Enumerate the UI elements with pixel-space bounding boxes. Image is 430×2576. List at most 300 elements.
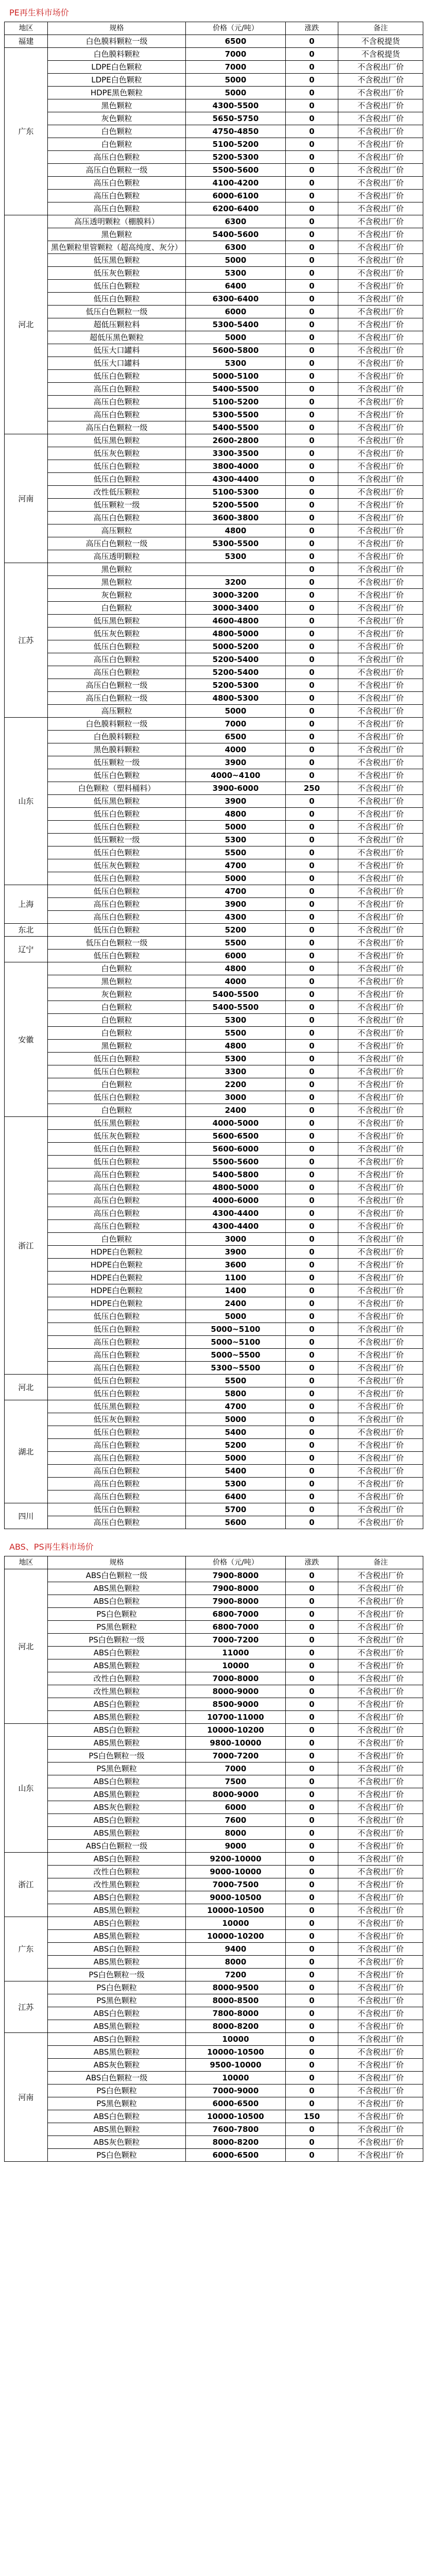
spec-cell: 高压白色颗粒 <box>47 898 185 911</box>
price-cell: 5400-5500 <box>186 988 286 1001</box>
change-cell: 0 <box>285 1272 338 1284</box>
spec-cell: 高压白色颗粒 <box>47 512 185 524</box>
change-cell: 0 <box>285 267 338 280</box>
price-cell: 4600-4800 <box>186 615 286 628</box>
spec-cell: ABS黑色颗粒 <box>47 1904 185 1917</box>
spec-cell: 高压白色颗粒 <box>47 383 185 396</box>
change-cell: 0 <box>285 125 338 138</box>
table-row <box>5 1027 423 1040</box>
note-cell: 不含税出厂价 <box>338 1014 423 1027</box>
note-cell: 不含税出厂价 <box>338 1621 423 1634</box>
spec-cell: ABS白色颗粒 <box>47 1647 185 1659</box>
price-cell: 5300-5400 <box>186 318 286 331</box>
change-cell: 0 <box>285 1490 338 1503</box>
price-cell: 3300-3500 <box>186 447 286 460</box>
table-row <box>5 846 423 859</box>
spec-cell: 低压白色颗粒 <box>47 460 185 473</box>
note-cell: 不含税出厂价 <box>338 293 423 306</box>
note-cell: 不含税出厂价 <box>338 1711 423 1724</box>
change-cell: 0 <box>285 576 338 589</box>
price-cell: 4000 <box>186 743 286 756</box>
table-row <box>5 1001 423 1014</box>
note-cell: 不含税出厂价 <box>338 1904 423 1917</box>
change-cell: 0 <box>285 1659 338 1672</box>
spec-cell: 低压白色颗粒 <box>47 1503 185 1516</box>
note-cell: 不含税出厂价 <box>338 1104 423 1117</box>
price-cell: 5100-5200 <box>186 396 286 409</box>
price-cell: 3200 <box>186 576 286 589</box>
table-row <box>5 898 423 911</box>
price-cell: 5600-6000 <box>186 1143 286 1156</box>
spec-cell: 高压白色颗粒 <box>47 202 185 215</box>
table-row <box>5 447 423 460</box>
table-row <box>5 1181 423 1194</box>
table-row <box>5 2046 423 2059</box>
note-cell: 不含税出厂价 <box>338 1685 423 1698</box>
region-cell: 浙江 <box>5 1853 48 1917</box>
table-row <box>5 924 423 937</box>
note-cell: 不含税出厂价 <box>338 1168 423 1181</box>
change-cell: 0 <box>285 1904 338 1917</box>
price-cell: 5400-5500 <box>186 421 286 434</box>
price-cell: 5300 <box>186 267 286 280</box>
table-row <box>5 705 423 718</box>
change-cell: 0 <box>285 1194 338 1207</box>
table-row <box>5 885 423 898</box>
change-cell: 0 <box>285 1426 338 1439</box>
note-cell: 不含税出厂价 <box>338 1814 423 1827</box>
change-cell: 0 <box>285 1156 338 1168</box>
region-cell: 福建 <box>5 35 48 48</box>
change-cell: 0 <box>285 1207 338 1220</box>
spec-cell: ABS黑色颗粒 <box>47 1659 185 1672</box>
spec-cell: ABS白色颗粒 <box>47 1814 185 1827</box>
change-cell: 0 <box>285 138 338 151</box>
note-cell: 不含税出厂价 <box>338 409 423 421</box>
spec-cell: 高压颗粒 <box>47 524 185 537</box>
spec-cell: ABS黑色颗粒 <box>47 2123 185 2136</box>
price-cell: 7000-8000 <box>186 1672 286 1685</box>
spec-cell: 低压颗粒一级 <box>47 499 185 512</box>
price-cell: 5300-5500 <box>186 409 286 421</box>
price-cell: 3000 <box>186 1091 286 1104</box>
price-cell: 4300-4400 <box>186 1220 286 1233</box>
price-cell: 6800-7000 <box>186 1608 286 1621</box>
price-cell: 5200-5400 <box>186 666 286 679</box>
note-cell: 不含税出厂价 <box>338 1801 423 1814</box>
table-row <box>5 1621 423 1634</box>
table-row <box>5 1762 423 1775</box>
change-cell: 0 <box>285 512 338 524</box>
spec-cell: 改性白色颗粒 <box>47 1866 185 1878</box>
note-cell: 不含税出厂价 <box>338 589 423 602</box>
spec-cell: ABS白色颗粒 <box>47 2033 185 2046</box>
spec-cell: 低压灰色颗粒 <box>47 1413 185 1426</box>
table-row <box>5 950 423 962</box>
table-row <box>5 254 423 267</box>
spec-cell: 低压灰色颗粒 <box>47 447 185 460</box>
spec-cell: 高压白色颗粒 <box>47 1439 185 1452</box>
note-cell: 不含税出厂价 <box>338 1608 423 1621</box>
table-row <box>5 653 423 666</box>
table-row <box>5 99 423 112</box>
price-cell: 9200-10000 <box>186 1853 286 1866</box>
note-cell: 不含税出厂价 <box>338 447 423 460</box>
change-cell: 0 <box>285 859 338 872</box>
region-cell: 上海 <box>5 885 48 924</box>
table-row <box>5 215 423 228</box>
table-row <box>5 177 423 190</box>
spec-cell: HDPE黑色颗粒 <box>47 87 185 99</box>
spec-cell: 低压大口罐料 <box>47 357 185 370</box>
change-cell: 0 <box>285 344 338 357</box>
table-row <box>5 808 423 821</box>
table-row <box>5 1220 423 1233</box>
table-row <box>5 1233 423 1246</box>
change-cell: 0 <box>285 1053 338 1065</box>
change-cell: 0 <box>285 1310 338 1323</box>
change-cell: 0 <box>285 808 338 821</box>
change-cell: 0 <box>285 1866 338 1878</box>
price-cell: 5400-5500 <box>186 1001 286 1014</box>
spec-cell: 低压白色颗粒 <box>47 924 185 937</box>
note-cell: 不含税出厂价 <box>338 2097 423 2110</box>
note-cell: 不含税出厂价 <box>338 898 423 911</box>
table-row <box>5 396 423 409</box>
price-cell: 5000 <box>186 87 286 99</box>
table-row <box>5 421 423 434</box>
change-cell: 0 <box>285 550 338 563</box>
table-row <box>5 1711 423 1724</box>
change-cell: 0 <box>285 164 338 177</box>
price-cell: 10000-10200 <box>186 1724 286 1737</box>
price-cell: 5300~5500 <box>186 1362 286 1375</box>
table-row <box>5 1065 423 1078</box>
spec-cell: PS白色颗粒 <box>47 1981 185 1994</box>
table-row <box>5 1840 423 1853</box>
note-cell: 不含税出厂价 <box>338 61 423 74</box>
spec-cell: 低压大口罐料 <box>47 344 185 357</box>
note-cell: 不含税出厂价 <box>338 99 423 112</box>
price-cell: 5400-5800 <box>186 1168 286 1181</box>
change-cell: 0 <box>285 35 338 48</box>
change-cell: 0 <box>285 911 338 924</box>
table-row <box>5 2033 423 2046</box>
change-cell: 0 <box>285 1801 338 1814</box>
note-cell: 不含税出厂价 <box>338 640 423 653</box>
price-cell: 6000 <box>186 1801 286 1814</box>
change-cell: 0 <box>285 1014 338 1027</box>
change-cell: 0 <box>285 962 338 975</box>
spec-cell: PS白色颗粒一级 <box>47 1634 185 1647</box>
table-row <box>5 1426 423 1439</box>
spec-cell: 改性黑色颗粒 <box>47 1685 185 1698</box>
price-cell: 1100 <box>186 1272 286 1284</box>
price-cell: 5300 <box>186 834 286 846</box>
change-cell: 0 <box>285 1685 338 1698</box>
table-row <box>5 1917 423 1930</box>
price-cell: 5000 <box>186 331 286 344</box>
spec-cell: 超低压黑色颗粒 <box>47 331 185 344</box>
table-row <box>5 1143 423 1156</box>
spec-cell: 低压白色颗粒 <box>47 1310 185 1323</box>
spec-cell: ABS白色颗粒 <box>47 1891 185 1904</box>
price-cell: 4300-4400 <box>186 473 286 486</box>
change-cell: 0 <box>285 1724 338 1737</box>
table-row <box>5 1040 423 1053</box>
table-row <box>5 2059 423 2072</box>
table-row <box>5 499 423 512</box>
note-cell: 不含税出厂价 <box>338 499 423 512</box>
note-cell: 不含税出厂价 <box>338 1246 423 1259</box>
table-row <box>5 1801 423 1814</box>
spec-cell: PS白色颗粒 <box>47 1608 185 1621</box>
table-row <box>5 743 423 756</box>
note-cell: 不含税出厂价 <box>338 615 423 628</box>
change-cell: 0 <box>285 756 338 769</box>
change-cell: 0 <box>285 1181 338 1194</box>
spec-cell: 高压白色颗粒 <box>47 1516 185 1529</box>
note-cell: 不含税出厂价 <box>338 254 423 267</box>
spec-cell: 白色颗粒 <box>47 1001 185 1014</box>
price-cell: 5500-5600 <box>186 164 286 177</box>
spec-cell: 白色膜料颗粒 <box>47 48 185 61</box>
note-cell: 不含税提货 <box>338 35 423 48</box>
table-row <box>5 1775 423 1788</box>
price-cell: 5500 <box>186 1027 286 1040</box>
spec-cell: HDPE白色颗粒 <box>47 1259 185 1272</box>
change-cell: 0 <box>285 293 338 306</box>
table-row <box>5 2123 423 2136</box>
table-row <box>5 1194 423 1207</box>
note-cell: 不含税出厂价 <box>338 1724 423 1737</box>
price-cell: 5300-5500 <box>186 537 286 550</box>
note-cell: 不含税出厂价 <box>338 1943 423 1956</box>
spec-cell: 白色膜料颗粒一级 <box>47 35 185 48</box>
table-row <box>5 589 423 602</box>
change-cell: 0 <box>285 87 338 99</box>
note-cell: 不含税出厂价 <box>338 1130 423 1143</box>
change-cell: 0 <box>285 950 338 962</box>
price-cell: 3600 <box>186 1259 286 1272</box>
note-cell: 不含税出厂价 <box>338 1866 423 1878</box>
spec-cell: 白色颗粒 <box>47 1233 185 1246</box>
region-cell: 河北 <box>5 1569 48 1724</box>
change-cell: 0 <box>285 396 338 409</box>
note-cell: 不含税出厂价 <box>338 1040 423 1053</box>
note-cell: 不含税出厂价 <box>338 924 423 937</box>
price-cell: 5400-5500 <box>186 383 286 396</box>
note-cell: 不含税出厂价 <box>338 1349 423 1362</box>
spec-cell: ABS黑色颗粒 <box>47 1582 185 1595</box>
price-cell: 10000-10500 <box>186 1904 286 1917</box>
note-cell: 不含税出厂价 <box>338 1659 423 1672</box>
price-cell: 5000 <box>186 872 286 885</box>
column-header: 地区 <box>5 22 48 35</box>
spec-cell: 高压白色颗粒一级 <box>47 537 185 550</box>
note-cell: 不含税出厂价 <box>338 396 423 409</box>
price-cell: 8000-8500 <box>186 1994 286 2007</box>
change-cell: 250 <box>285 782 338 795</box>
change-cell: 0 <box>285 846 338 859</box>
price-cell: 7600 <box>186 1814 286 1827</box>
price-cell: 10000-10500 <box>186 2046 286 2059</box>
table-row <box>5 782 423 795</box>
price-cell: 4000~4100 <box>186 769 286 782</box>
price-cell: 7500 <box>186 1775 286 1788</box>
change-cell: 0 <box>285 2136 338 2149</box>
change-cell: 0 <box>285 1878 338 1891</box>
price-cell: 7900-8000 <box>186 1595 286 1608</box>
change-cell: 0 <box>285 460 338 473</box>
table-row <box>5 1788 423 1801</box>
table-row <box>5 1969 423 1981</box>
price-cell: 5000~5100 <box>186 1323 286 1336</box>
note-cell: 不含税出厂价 <box>338 1930 423 1943</box>
change-cell: 0 <box>285 2123 338 2136</box>
price-cell: 8000-9500 <box>186 1981 286 1994</box>
spec-cell: 灰色颗粒 <box>47 112 185 125</box>
note-cell: 不含税出厂价 <box>338 1969 423 1981</box>
note-cell: 不含税出厂价 <box>338 1156 423 1168</box>
price-cell: 5500-5600 <box>186 1156 286 1168</box>
change-cell: 0 <box>285 1737 338 1750</box>
note-cell: 不含税出厂价 <box>338 1595 423 1608</box>
note-cell: 不含税出厂价 <box>338 1878 423 1891</box>
spec-cell: 高压白色颗粒 <box>47 177 185 190</box>
table-row <box>5 1608 423 1621</box>
price-cell: 5300 <box>186 1014 286 1027</box>
table-row <box>5 228 423 241</box>
price-cell: 5200 <box>186 924 286 937</box>
table-row <box>5 937 423 950</box>
spec-cell: ABS灰色颗粒 <box>47 2059 185 2072</box>
region-cell: 河北 <box>5 215 48 434</box>
price-cell: 10700-11000 <box>186 1711 286 1724</box>
change-cell: 0 <box>285 447 338 460</box>
change-cell: 0 <box>285 743 338 756</box>
spec-cell: 白色颗粒 <box>47 138 185 151</box>
region-cell: 辽宁 <box>5 937 48 962</box>
table-header-row <box>5 1556 423 1569</box>
spec-cell: ABS白色颗粒 <box>47 2007 185 2020</box>
note-cell: 不含税出厂价 <box>338 151 423 164</box>
price-cell: 5800 <box>186 1387 286 1400</box>
price-cell: 5600-6500 <box>186 1130 286 1143</box>
note-cell: 不含税出厂价 <box>338 1647 423 1659</box>
change-cell: 0 <box>285 1220 338 1233</box>
table-row <box>5 769 423 782</box>
note-cell: 不含税出厂价 <box>338 1750 423 1762</box>
note-cell: 不含税出厂价 <box>338 1027 423 1040</box>
spec-cell: 高压白色颗粒 <box>47 1490 185 1503</box>
note-cell: 不含税出厂价 <box>338 782 423 795</box>
note-cell: 不含税出厂价 <box>338 550 423 563</box>
spec-cell: 黑色颗粒 <box>47 1040 185 1053</box>
price-cell: 4800 <box>186 962 286 975</box>
spec-cell: ABS白色颗粒 <box>47 1724 185 1737</box>
price-cell: 6300 <box>186 241 286 254</box>
price-cell: 3000-3400 <box>186 602 286 615</box>
spec-cell: 改性白色颗粒 <box>47 1672 185 1685</box>
table-row <box>5 61 423 74</box>
table-row <box>5 731 423 743</box>
note-cell: 不含税出厂价 <box>338 473 423 486</box>
change-cell: 0 <box>285 1582 338 1595</box>
change-cell: 0 <box>285 421 338 434</box>
price-cell: 5200-5500 <box>186 499 286 512</box>
table-row <box>5 1904 423 1917</box>
price-cell: 4700 <box>186 885 286 898</box>
spec-cell: 高压白色颗粒 <box>47 1194 185 1207</box>
change-cell: 0 <box>285 795 338 808</box>
spec-cell: 黑色颗粒 <box>47 975 185 988</box>
spec-cell: PS黑色颗粒 <box>47 2097 185 2110</box>
note-cell: 不含税出厂价 <box>338 795 423 808</box>
table-row <box>5 1943 423 1956</box>
note-cell: 不含税出厂价 <box>338 190 423 202</box>
note-cell: 不含税出厂价 <box>338 138 423 151</box>
note-cell: 不含税出厂价 <box>338 1891 423 1904</box>
table-row <box>5 1866 423 1878</box>
change-cell: 0 <box>285 1853 338 1866</box>
price-cell: 5000 <box>186 1310 286 1323</box>
spec-cell: 低压白色颗粒 <box>47 1091 185 1104</box>
column-header: 价格（元/吨） <box>186 22 286 35</box>
note-cell: 不含税出厂价 <box>338 731 423 743</box>
price-cell: 2400 <box>186 1104 286 1117</box>
spec-cell: 低压黑色颗粒 <box>47 254 185 267</box>
note-cell: 不含税出厂价 <box>338 1956 423 1969</box>
table-row <box>5 821 423 834</box>
change-cell: 0 <box>285 1259 338 1272</box>
price-cell: 5400 <box>186 1426 286 1439</box>
spec-cell: 黑色颗粒 <box>47 576 185 589</box>
spec-cell: ABS白色颗粒一级 <box>47 1840 185 1853</box>
change-cell: 0 <box>285 409 338 421</box>
price-cell: 5500 <box>186 1375 286 1387</box>
price-cell: 5100-5300 <box>186 486 286 499</box>
note-cell: 不含税出厂价 <box>338 267 423 280</box>
price-cell: 2200 <box>186 1078 286 1091</box>
price-cell: 3900-6000 <box>186 782 286 795</box>
change-cell: 0 <box>285 1981 338 1994</box>
table-row <box>5 1994 423 2007</box>
price-cell: 7000 <box>186 718 286 731</box>
spec-cell: 高压白色颗粒 <box>47 1336 185 1349</box>
price-cell: 5500 <box>186 846 286 859</box>
note-cell: 不含税出厂价 <box>338 2020 423 2033</box>
column-header: 地区 <box>5 1556 48 1569</box>
change-cell: 0 <box>285 1930 338 1943</box>
price-cell: 4700 <box>186 1400 286 1413</box>
note-cell: 不含税出厂价 <box>338 1917 423 1930</box>
region-cell: 东北 <box>5 924 48 937</box>
note-cell: 不含税出厂价 <box>338 1297 423 1310</box>
note-cell: 不含税出厂价 <box>338 1465 423 1478</box>
table-row <box>5 2149 423 2162</box>
spec-cell: 低压白色颗粒 <box>47 280 185 293</box>
change-cell: 0 <box>285 705 338 718</box>
change-cell: 0 <box>285 1387 338 1400</box>
note-cell: 不含税出厂价 <box>338 357 423 370</box>
note-cell: 不含税出厂价 <box>338 666 423 679</box>
price-cell: 6500 <box>186 35 286 48</box>
note-cell: 不含税出厂价 <box>338 834 423 846</box>
change-cell: 0 <box>285 692 338 705</box>
price-cell: 7000-7500 <box>186 1878 286 1891</box>
table-row <box>5 1634 423 1647</box>
